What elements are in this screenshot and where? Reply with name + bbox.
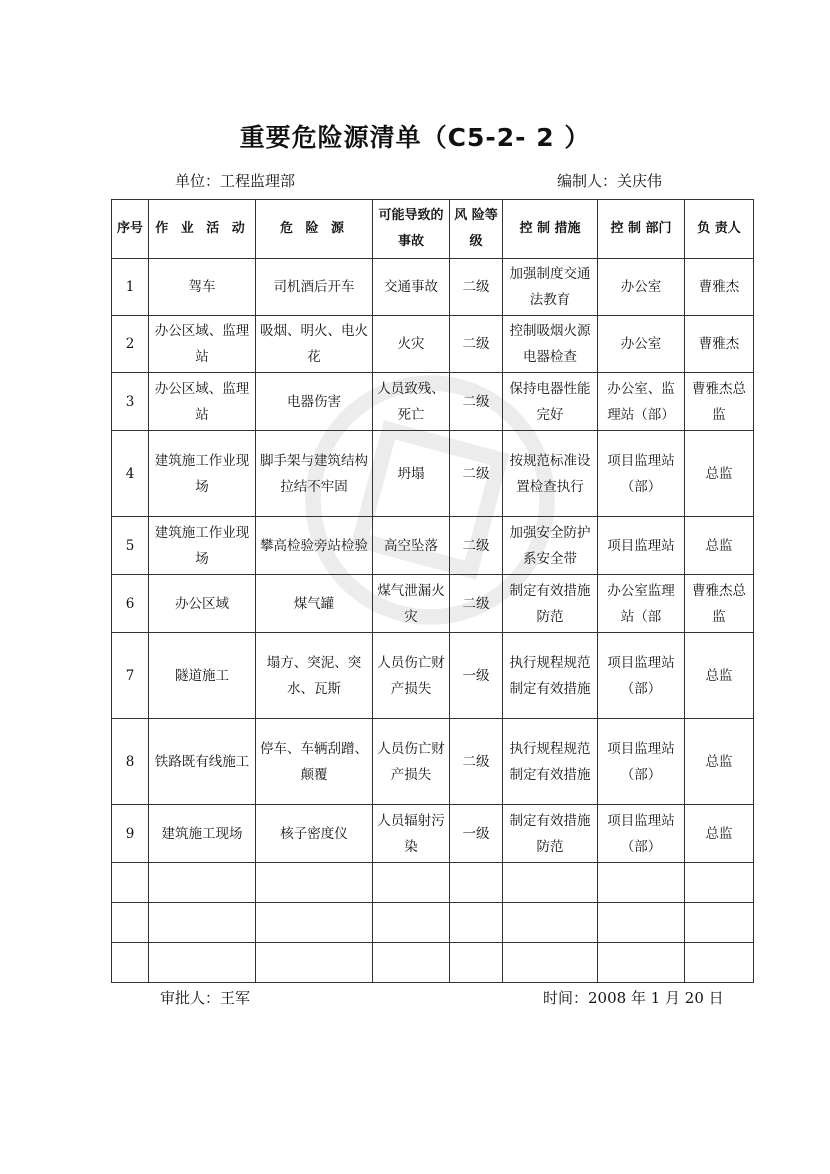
header-row xyxy=(112,200,754,259)
cell-no: 5 xyxy=(112,517,149,575)
cell-level: 一级 xyxy=(450,633,503,719)
cell-level: 二级 xyxy=(450,575,503,633)
cell-dept: 项目监理站 xyxy=(598,517,685,575)
compiler-label: 编制人：关庆伟 xyxy=(557,172,663,190)
cell-measure: 加强安全防护系安全带 xyxy=(503,517,598,575)
approver-label: 审批人：王军 xyxy=(160,989,251,1007)
cell-accident: 高空坠落 xyxy=(373,517,450,575)
header-hazard: 危 险 源 xyxy=(256,200,373,259)
cell-level: 二级 xyxy=(450,517,503,575)
header-dept: 控 制 部门 xyxy=(598,200,685,259)
cell-level: 二级 xyxy=(450,316,503,373)
cell-measure: 加强制度交通法教育 xyxy=(503,259,598,316)
cell-dept: 办公室监理站（部 xyxy=(598,575,685,633)
cell-person: 曹雅杰总监 xyxy=(685,575,754,633)
cell-measure: 按规范标准设置检查执行 xyxy=(503,431,598,517)
cell-no: 6 xyxy=(112,575,149,633)
cell-hazard: 塌方、突泥、突水、瓦斯 xyxy=(256,633,373,719)
cell-no: 1 xyxy=(112,259,149,316)
cell-accident: 坍塌 xyxy=(373,431,450,517)
cell-person: 总监 xyxy=(685,633,754,719)
cell-activity: 建筑施工现场 xyxy=(149,805,256,863)
cell-measure: 执行规程规范制定有效措施 xyxy=(503,633,598,719)
table-row xyxy=(112,517,754,575)
hazard-table xyxy=(111,199,754,983)
cell-activity: 铁路既有线施工 xyxy=(149,719,256,805)
cell-person: 总监 xyxy=(685,517,754,575)
cell-accident: 人员伤亡财产损失 xyxy=(373,633,450,719)
header-no: 序号 xyxy=(112,200,149,259)
cell-person: 曹雅杰 xyxy=(685,259,754,316)
page-title: 重要危险源清单（C5-2- 2 ） xyxy=(239,123,591,152)
table-row xyxy=(112,719,754,805)
cell-level: 二级 xyxy=(450,373,503,431)
empty-row xyxy=(112,943,754,983)
cell-no: 3 xyxy=(112,373,149,431)
cell-no: 2 xyxy=(112,316,149,373)
table-row xyxy=(112,259,754,316)
empty-row xyxy=(112,903,754,943)
cell-accident: 人员辐射污染 xyxy=(373,805,450,863)
cell-accident: 煤气泄漏火灾 xyxy=(373,575,450,633)
cell-dept: 办公室、监理站（部） xyxy=(598,373,685,431)
cell-hazard: 电器伤害 xyxy=(256,373,373,431)
cell-dept: 项目监理站（部） xyxy=(598,633,685,719)
table-row xyxy=(112,805,754,863)
header-activity: 作 业 活 动 xyxy=(149,200,256,259)
cell-no: 7 xyxy=(112,633,149,719)
header-level: 风 险等 级 xyxy=(450,200,503,259)
cell-person: 总监 xyxy=(685,719,754,805)
cell-no: 8 xyxy=(112,719,149,805)
cell-no: 4 xyxy=(112,431,149,517)
cell-measure: 控制吸烟火源电器检查 xyxy=(503,316,598,373)
cell-person: 总监 xyxy=(685,431,754,517)
header-measure: 控 制 措施 xyxy=(503,200,598,259)
cell-dept: 办公室 xyxy=(598,316,685,373)
cell-measure: 制定有效措施防范 xyxy=(503,575,598,633)
cell-hazard: 核子密度仪 xyxy=(256,805,373,863)
cell-measure: 保持电器性能完好 xyxy=(503,373,598,431)
table-row xyxy=(112,633,754,719)
cell-dept: 项目监理站（部） xyxy=(598,719,685,805)
header-person: 负 责人 xyxy=(685,200,754,259)
cell-no: 9 xyxy=(112,805,149,863)
cell-measure: 执行规程规范制定有效措施 xyxy=(503,719,598,805)
cell-accident: 人员致残、死亡 xyxy=(373,373,450,431)
header-accident: 可能导致的事故 xyxy=(373,200,450,259)
cell-accident: 交通事故 xyxy=(373,259,450,316)
cell-dept: 项目监理站（部） xyxy=(598,805,685,863)
cell-level: 一级 xyxy=(450,805,503,863)
cell-hazard: 攀高检验旁站检验 xyxy=(256,517,373,575)
cell-hazard: 煤气罐 xyxy=(256,575,373,633)
cell-hazard: 吸烟、明火、电火花 xyxy=(256,316,373,373)
cell-measure: 制定有效措施防范 xyxy=(503,805,598,863)
cell-hazard: 司机酒后开车 xyxy=(256,259,373,316)
table-row xyxy=(112,575,754,633)
cell-level: 二级 xyxy=(450,431,503,517)
cell-accident: 人员伤亡财产损失 xyxy=(373,719,450,805)
cell-dept: 办公室 xyxy=(598,259,685,316)
table-row xyxy=(112,316,754,373)
cell-activity: 驾车 xyxy=(149,259,256,316)
cell-activity: 隧道施工 xyxy=(149,633,256,719)
date-label: 时间：2008 年 1 月 20 日 xyxy=(543,989,724,1007)
cell-hazard: 脚手架与建筑结构拉结不牢固 xyxy=(256,431,373,517)
cell-activity: 办公区域、监理站 xyxy=(149,373,256,431)
cell-person: 曹雅杰 xyxy=(685,316,754,373)
table-row xyxy=(112,373,754,431)
cell-dept: 项目监理站（部） xyxy=(598,431,685,517)
cell-level: 二级 xyxy=(450,719,503,805)
cell-level: 二级 xyxy=(450,259,503,316)
cell-activity: 建筑施工作业现场 xyxy=(149,431,256,517)
empty-row xyxy=(112,863,754,903)
cell-hazard: 停车、车辆刮蹭、颠覆 xyxy=(256,719,373,805)
cell-activity: 办公区域 xyxy=(149,575,256,633)
cell-activity: 办公区域、监理站 xyxy=(149,316,256,373)
cell-person: 总监 xyxy=(685,805,754,863)
cell-person: 曹雅杰总监 xyxy=(685,373,754,431)
cell-activity: 建筑施工作业现场 xyxy=(149,517,256,575)
unit-label: 单位：工程监理部 xyxy=(175,172,296,190)
table-row xyxy=(112,431,754,517)
cell-accident: 火灾 xyxy=(373,316,450,373)
